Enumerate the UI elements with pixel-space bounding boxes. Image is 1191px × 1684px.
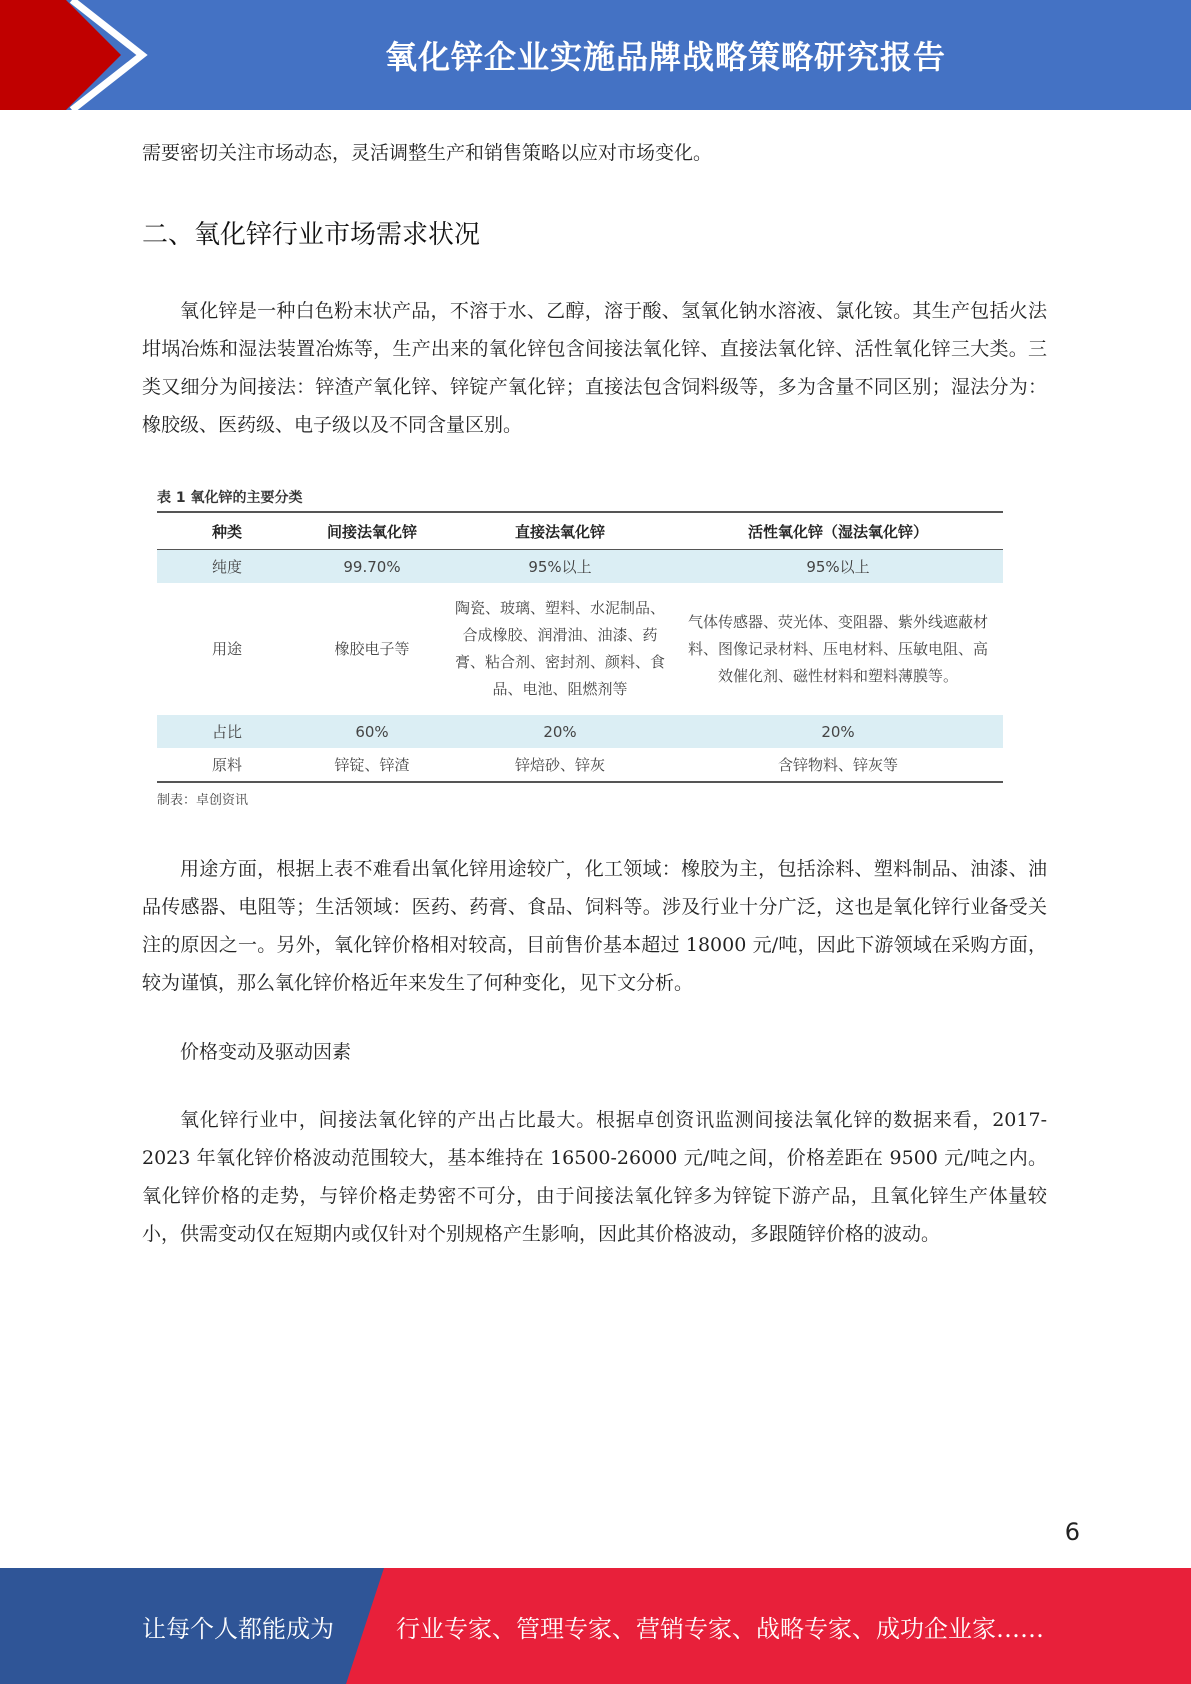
section-heading: 二、氧化锌行业市场需求状况 <box>142 220 481 250</box>
table-row <box>157 715 1003 748</box>
table-header-cell: 种类 <box>157 512 297 550</box>
table-row <box>157 550 1003 584</box>
footer-slogan-right: 行业专家、管理专家、营销专家、战略专家、成功企业家…… <box>396 1614 1044 1643</box>
table-cell: 原料 <box>157 748 297 782</box>
paragraph-usage: 用途方面，根据上表不难看出氧化锌用途较广，化工领域：橡胶为主，包括涂料、塑料制品、油漆、油品传感器、电阻等；生活领域：医药、药膏、食品、饲料等。涉及行业十分广泛，这也是氧化锌行业备受关注的原因之一。另外，氧化锌价格相对较高，目前售价基本超过 18000 元/吨，因此下游领域在采购方面，较为谨慎，那么氧化锌价格近年来发生了何种变化，见下文分析。 <box>142 858 1047 994</box>
header-arrow-decoration <box>0 0 150 110</box>
table-cell: 95%以上 <box>447 550 673 584</box>
table <box>157 511 1003 783</box>
report-title: 氧化锌企业实施品牌战略策略研究报告 <box>384 38 946 76</box>
table-cell: 气体传感器、荧光体、变阻器、紫外线遮蔽材料、图像记录材料、压电材料、压敏电阻、高效催化剂、磁性材料和塑料薄膜等。 <box>687 612 988 685</box>
page-header <box>0 0 1191 110</box>
price-subheading: 价格变动及驱动因素 <box>180 1041 352 1063</box>
table-header-cell: 活性氧化锌（湿法氧化锌） <box>673 512 1003 550</box>
paragraph-classification: 氧化锌是一种白色粉末状产品，不溶于水、乙醇，溶于酸、氢氧化钠水溶液、氯化铵。其生产包括火法坩埚冶炼和湿法装置冶炼等，生产出来的氧化锌包含间接法氧化锌、直接法氧化锌、活性氧化锌三大类。三类又细分为间接法：锌渣产氧化锌、锌锭产氧化锌；直接法包含饲料级等，多为含量不同区别；湿法分为：橡胶级、医药级、电子级以及不同含量区别。 <box>142 300 1047 436</box>
table-cell: 纯度 <box>157 550 297 584</box>
table-header-cell: 直接法氧化锌 <box>447 512 673 550</box>
classification-table <box>157 485 1003 808</box>
table-caption: 表 1 氧化锌的主要分类 <box>157 490 303 506</box>
table-cell: 锌锭、锌渣 <box>297 748 447 782</box>
table-cell: 橡胶电子等 <box>334 639 410 658</box>
page-number: 6 <box>1064 1518 1080 1546</box>
table-source-note: 制表：卓创资讯 <box>157 793 249 808</box>
table-cell: 20% <box>673 715 1003 748</box>
table-cell: 99.70% <box>297 550 447 584</box>
page-footer <box>0 1568 1191 1684</box>
table-cell: 95%以上 <box>673 550 1003 584</box>
paragraph-price-analysis: 氧化锌行业中，间接法氧化锌的产出占比最大。根据卓创资讯监测间接法氧化锌的数据来看，2017-2023 年氧化锌价格波动范围较大，基本维持在 16500-26000 元/吨之间，价格差距在 9500 元/吨之内。氧化锌价格的走势，与锌价格走势密不可分，由于间接法氧化锌多为锌锭下游产品，且氧化锌生产体量较小，供需变动仅在短期内或仅针对个别规格产生影响，因此其价格波动，多跟随锌价格的波动。 <box>142 1109 1047 1245</box>
table-header-row <box>157 512 1003 550</box>
footer-slogan-left: 让每个人都能成为 <box>142 1614 334 1643</box>
table-cell: 60% <box>297 715 447 748</box>
table-cell: 陶瓷、玻璃、塑料、水泥制品、合成橡胶、润滑油、油漆、药膏、粘合剂、密封剂、颜料、食品、电池、阻燃剂等 <box>455 599 666 698</box>
table-cell: 20% <box>447 715 673 748</box>
table-cell: 占比 <box>157 715 297 748</box>
table-row <box>157 748 1003 782</box>
intro-paragraph: 需要密切关注市场动态，灵活调整生产和销售策略以应对市场变化。 <box>142 142 713 164</box>
table-cell: 锌焙砂、锌灰 <box>447 748 673 782</box>
table-cell: 含锌物料、锌灰等 <box>673 748 1003 782</box>
table-cell: 用途 <box>211 639 242 658</box>
table-header-cell: 间接法氧化锌 <box>297 512 447 550</box>
table-row <box>157 583 1003 715</box>
